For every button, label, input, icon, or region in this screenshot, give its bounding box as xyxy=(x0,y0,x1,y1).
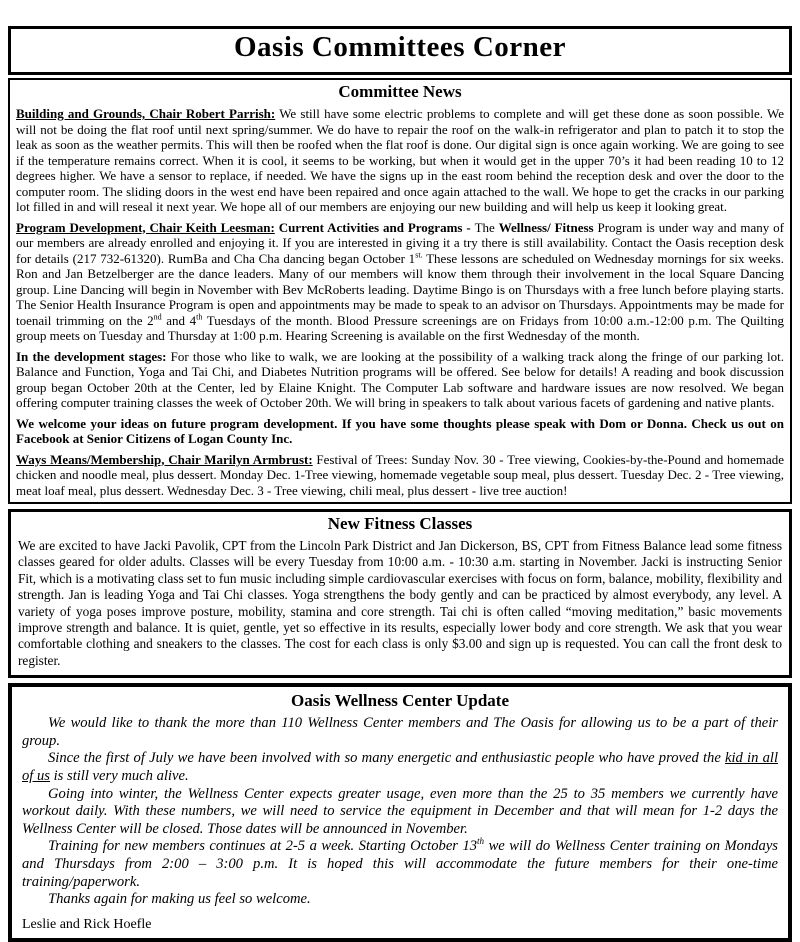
committee-news-section xyxy=(8,78,792,504)
wellness-update-heading: Oasis Wellness Center Update xyxy=(290,691,510,711)
signature: Leslie and Rick Hoefle xyxy=(22,916,152,932)
paragraph-ideas-welcome: We welcome your ideas on future program development. If you have some thoughts please speak with Dom or Donna. Check us out on Facebook at Senior Citizens of Logan County Inc. xyxy=(16,415,784,446)
new-fitness-classes-heading: New Fitness Classes xyxy=(327,514,473,533)
paragraph-program-development: Program Development, Chair Keith Leesman: Current Activities and Programs - The Wellness/ Fitness Program is under way and many of our members are already enrolled and enjoying it. If you are interested in giving it a try there is still availability. Contact the Oasis reception desk for details (217 732-61320). RumBa and Cha Cha dancing began October $1^{st.}$ These lessons are scheduled on Wednesday mornings for six weeks. Ron and Jan Betzelberger are the dance leaders. Many of our members will know them through their involvement in the local Square Dancing group. Line Dancing will begin in November with Bev McRoberts leading. Daytime Bingo is on Thursdays with a free lunch before playing starts. The Senior Health Insurance Program is open and appointments may be made to speak to an advisor on Thursdays. Appointments may be made for toenail trimming on the 2nd and 4th Tuesdays of the month. Blood Pressure screenings are on Fridays from 10:00 a.m.-12:00 p.m. The Quilting group meets on Tuesday and Thursday at 1:00 p.m. Hearing Screening is available on the first Wednesday of the month. xyxy=(16,219,784,343)
paragraph-ways-means-membership: Ways Means/Membership, Chair Marilyn Armbrust: Festival of Trees: Sunday Nov. 30 - Tree viewing, Cookies-by-the-Pound and homemade chicken and noodle meal, plus dessert. Monday Dec. 1-Tree viewing, homemade vegetable soup meal, plus dessert. Tuesday Dec. 2 - Tree viewing, meat loaf meal, plus dessert. Wednesday Dec. 3 - Tree viewing, chili meal, plus dessert - live tree auction! xyxy=(16,451,785,498)
committee-news-heading: Committee News xyxy=(338,82,462,101)
paragraph-wellness-training: Training for new members continues at 2-5 a week. Starting October 13th we will do Wellness Center training on Mondays and Thursdays from 2:00 – 3:00 p.m. It is hoped this will accommodate the future members for their one-time training/paperwork. xyxy=(22,836,778,890)
paragraph-wellness-welcome: Thanks again for making us feel so welcome. xyxy=(48,891,311,908)
paragraph-wellness-winter: Going into winter, the Wellness Center expects greater usage, even more than the 25 to 35 members we currently have workout daily. With these numbers, we will need to service the equipment in December and that will mean for 1-2 days the Wellness Center will be closed. Those dates will be announced in November. xyxy=(22,785,778,837)
page-title: Oasis Committees Corner xyxy=(233,31,567,63)
paragraph-wellness-since-july: Since the first of July we have been involved with so many energetic and enthusiastic people who have proved the kid in all of us is still very much alive. xyxy=(22,750,779,785)
paragraph-wellness-thanks: We would like to thank the more than 110 Wellness Center members and The Oasis for allowing us to be a part of their group. xyxy=(22,715,778,749)
paragraph-fitness-classes: We are excited to have Jacki Pavolik, CPT from the Lincoln Park District and Jan Dickerson, BS, CPT from Fitness Balance lead some fitness classes geared for older adults. Classes will be every Tuesday from 10:00 a.m. - 10:30 a.m. starting in November. Jacki is instructing Senior Fit, which is a motivating class set to fun music including simple cardiovascular exercises with focus on form, balance, mobility, flexibility and strength. Jan is leading Yoga and Tai Chi classes. Yoga strengthens the body gently and can be practiced by almost everybody, any level. A variety of yoga poses improve posture, mobility, stamina and core strength. Tai chi is often called “moving meditation,” basic movements improve strength and balance. It is quiet, gentle, yet so effective in its results, especially lower body and core strength. We ask that you wear comfortable clothing and sneakers to the classes. The cost for each class is only $3.00 and sign up is requested. You can call the front desk to register. xyxy=(18,538,782,668)
title-box xyxy=(8,26,792,75)
new-fitness-classes-section xyxy=(8,509,792,678)
paragraph-building-and-grounds: Building and Grounds, Chair Robert Parrish: We still have some electric problems to complete and will get these done as soon possible. We will not be doing the flat roof until next spring/summer. We do have to repair the roof on the walk-in refrigerator and plan to patch it to stop the leak as soon as the weather permits. This will then be roofed when the flat roof is done. Our digital sign is once again working. We are going to see if the temperature remains correct. When it is cool, it seems to be working, but when it would get in the upper 70’s it had been reading 10 to 12 degrees higher. We have a sensor to replace, if needed. We have the signs up in the east room behind the reception desk and over the door to the computer room. The sliding doors in the west end have been repaired and once again attached to the wall. We hope to get the cracks in our parking lot filled in and will reseal it next year. We hope all of our members are enjoying our new building and will help us keep it looking great. xyxy=(16,106,785,214)
paragraph-development-stages: In the development stages: For those who like to walk, we are looking at the possibility of a walking track along the fringe of our parking lot. Balance and Function, Yoga and Tai Chi, and Diabetes Nutrition programs will be offered. See below for details! A reading and book discussion group began October 20th at the Center, led by Elaine Knight. The Computer Lab software and hardware issues are now resolved. We began offering computer training classes the week of October 20th. We will bring in speakers to talk about various facets of gardening and native plants. xyxy=(16,348,784,410)
wellness-center-update-section xyxy=(8,683,792,942)
